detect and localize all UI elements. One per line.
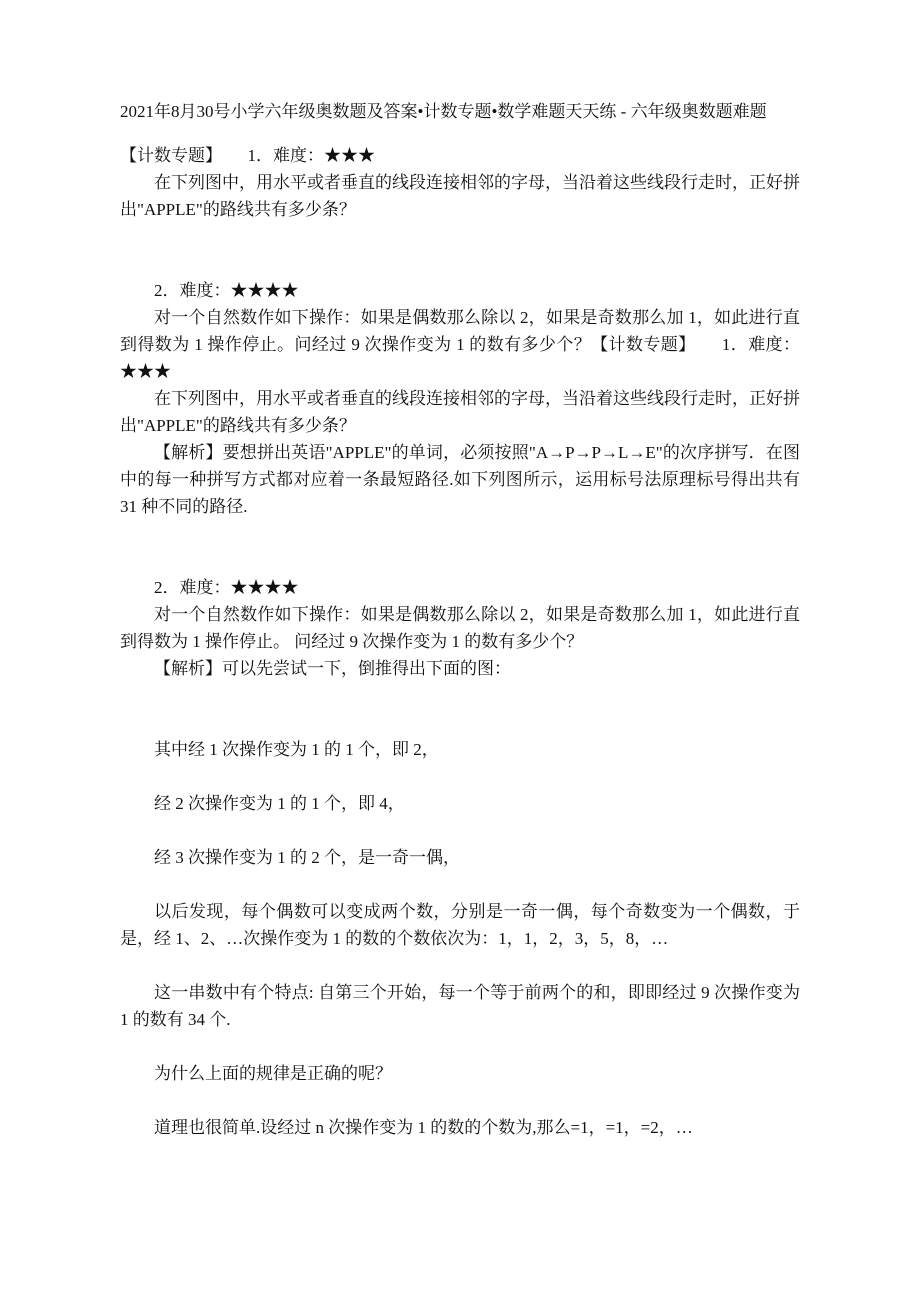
blank-line	[120, 763, 800, 790]
paragraph: 在下列图中，用水平或者垂直的线段连接相邻的字母，当沿着这些线段行走时，正好拼出"APPLE"的路线共有多少条？	[120, 173, 800, 219]
blank-line	[120, 952, 800, 979]
blank-line	[120, 817, 800, 844]
paragraph: 经 3 次操作变为 1 的 2 个，是一奇一偶，	[154, 848, 460, 867]
paragraph: 为什么上面的规律是正确的呢？	[154, 1064, 392, 1083]
paragraph: 以后发现，每个偶数可以变成两个数，分别是一奇一偶，每个奇数变为一个偶数，于是，经 1、2、…次操作变为 1 的数的个数依次为：1，1，2，3，5，8，…	[120, 902, 800, 948]
paragraph: 【解析】要想拼出英语"APPLE"的单词，必须按照"A→P→P→L→E"的次序拼写．在图中的每一种拼写方式都对应着一条最短路径.如下列图所示，运用标号法原理标号得出共有 31 种不同的路径.	[120, 443, 800, 516]
blank-line	[120, 1033, 800, 1060]
paragraph: 经 2 次操作变为 1 的 1 个，即 4，	[154, 794, 405, 813]
document-title: 2021年8月30号小学六年级奥数题及答案•计数专题•数学难题天天练 - 六年级奥数题难题	[120, 102, 767, 121]
paragraph: 2．难度：★★★★	[154, 578, 299, 597]
paragraph: 在下列图中，用水平或者垂直的线段连接相邻的字母，当沿着这些线段行走时，正好拼出"APPLE"的路线共有多少条？	[120, 389, 800, 435]
paragraph: 这一串数中有个特点: 自第三个开始，每一个等于前两个的和，即即经过 9 次操作变为 1 的数有 34 个.	[120, 983, 800, 1029]
blank-line	[120, 709, 800, 736]
blank-line	[120, 871, 800, 898]
paragraph: 对一个自然数作如下操作：如果是偶数那么除以 2，如果是奇数那么加 1，如此进行直到得数为 1 操作停止。 问经过 9 次操作变为 1 的数有多少个？	[120, 605, 800, 651]
document-content	[120, 98, 800, 1141]
blank-line	[120, 223, 800, 250]
paragraph: 道理也很简单.设经过 n 次操作变为 1 的数的个数为,那么=1，=1，=2，…	[154, 1118, 693, 1137]
blank-line	[120, 1087, 800, 1114]
paragraph: 其中经 1 次操作变为 1 的 1 个，即 2，	[154, 740, 439, 759]
paragraph: 【计数专题】 1．难度：★★★	[120, 146, 375, 165]
blank-line	[120, 547, 800, 574]
blank-line	[120, 520, 800, 547]
blank-line	[120, 250, 800, 277]
paragraph: 【解析】可以先尝试一下，倒推得出下面的图：	[154, 659, 511, 678]
paragraph: 2．难度：★★★★	[154, 281, 299, 300]
blank-line	[120, 682, 800, 709]
paragraph: 对一个自然数作如下操作：如果是偶数那么除以 2，如果是奇数那么加 1，如此进行直到得数为 1 操作停止。问经过 9 次操作变为 1 的数有多少个？【计数专题】 1．难度：★★★	[120, 308, 800, 381]
